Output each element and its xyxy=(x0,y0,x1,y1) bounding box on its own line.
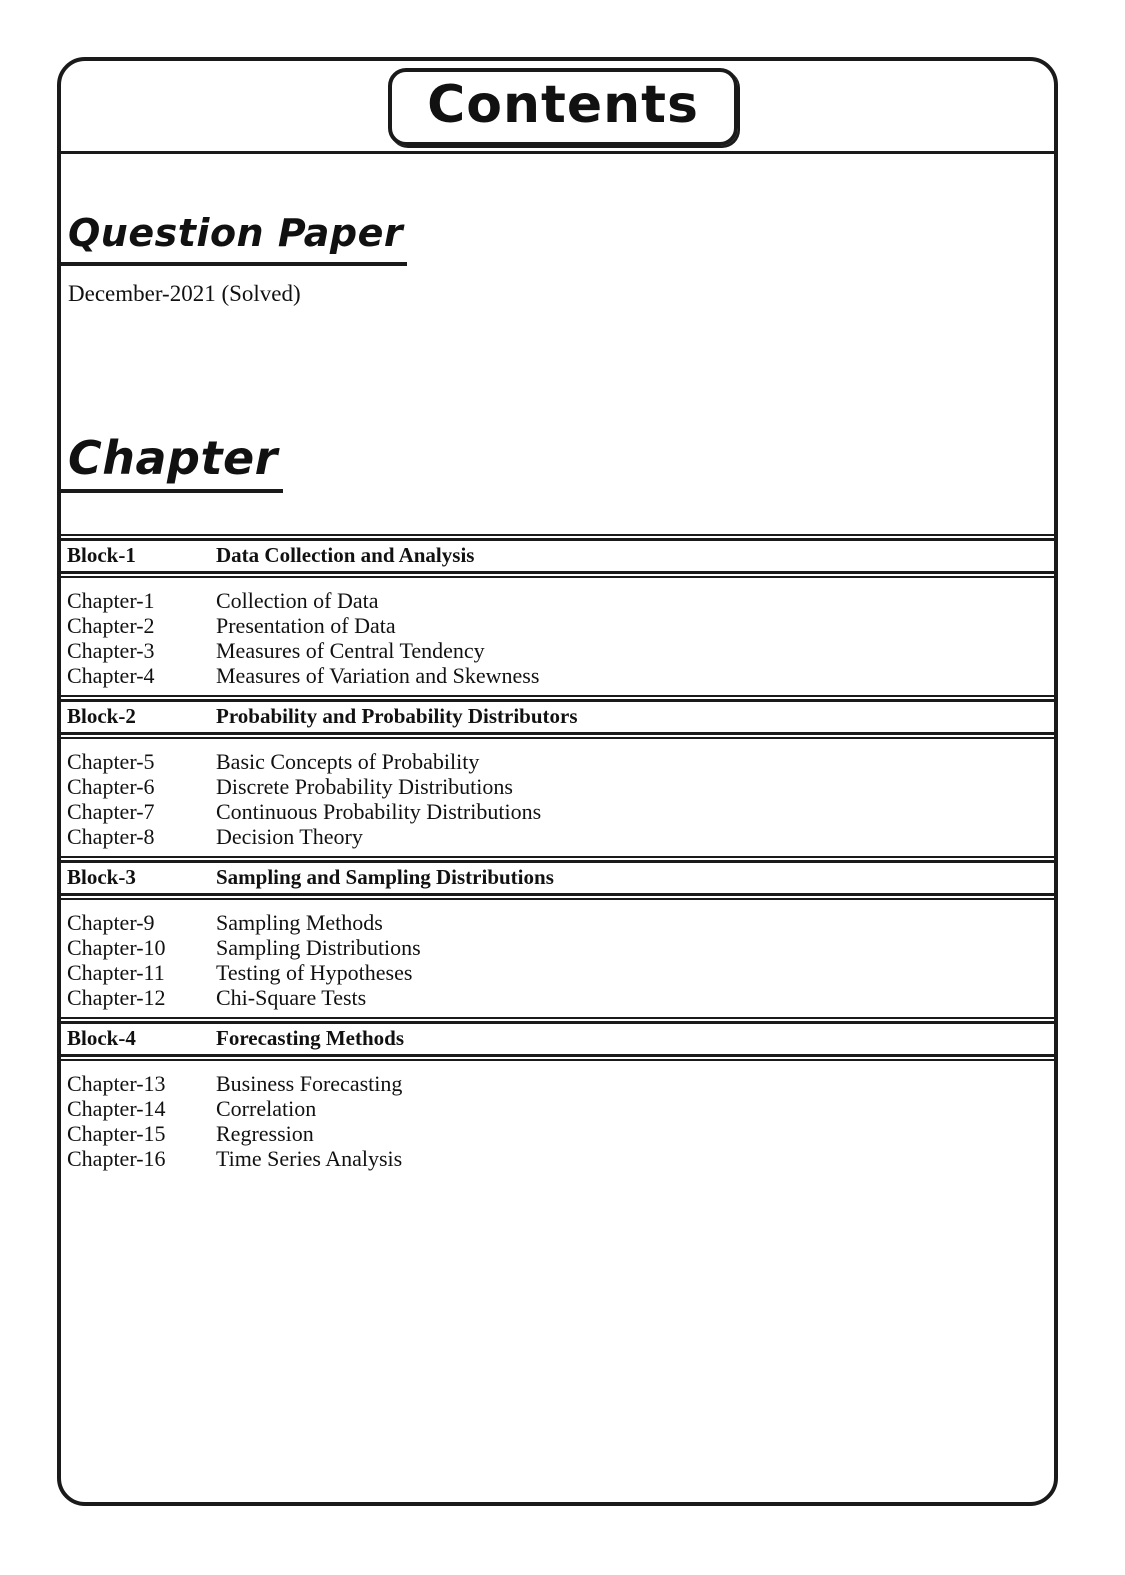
chapter-number: Chapter-7 xyxy=(67,799,155,824)
chapter-title[interactable]: Correlation xyxy=(216,1096,317,1121)
chapter-title[interactable]: Sampling Distributions xyxy=(216,935,421,960)
chapter-row[interactable] xyxy=(61,1096,1054,1121)
chapter-number: Chapter-9 xyxy=(67,910,155,935)
chapter-row[interactable] xyxy=(61,774,1054,799)
chapter-number: Chapter-14 xyxy=(67,1096,166,1121)
contents-frame xyxy=(57,57,1058,1506)
chapter-row[interactable] xyxy=(61,1146,1054,1171)
chapter-row[interactable] xyxy=(61,960,1054,985)
chapter-title[interactable]: Continuous Probability Distributions xyxy=(216,799,542,824)
table-of-contents xyxy=(61,535,1054,1179)
block-1 xyxy=(61,538,1054,696)
chapter-title[interactable]: Basic Concepts of Probability xyxy=(216,749,480,774)
chapter-list xyxy=(61,1057,1054,1179)
block-label: Block-3 xyxy=(67,865,136,889)
chapter-title[interactable]: Sampling Methods xyxy=(216,910,383,935)
chapter-number: Chapter-3 xyxy=(67,638,155,663)
block-title[interactable]: Data Collection and Analysis xyxy=(216,543,475,567)
chapter-row[interactable] xyxy=(61,935,1054,960)
chapter-heading: Chapter xyxy=(68,431,278,485)
chapter-row[interactable] xyxy=(61,749,1054,774)
block-3 xyxy=(61,860,1054,1018)
chapter-row[interactable] xyxy=(61,1121,1054,1146)
chapter-list xyxy=(61,574,1054,696)
chapter-title[interactable]: Measures of Variation and Skewness xyxy=(216,663,540,688)
chapter-number: Chapter-8 xyxy=(67,824,155,849)
chapter-title[interactable]: Time Series Analysis xyxy=(216,1146,403,1171)
chapter-number: Chapter-13 xyxy=(67,1071,166,1096)
chapter-list xyxy=(61,896,1054,1018)
chapter-number: Chapter-6 xyxy=(67,774,155,799)
chapter-row[interactable] xyxy=(61,1071,1054,1096)
chapter-title[interactable]: Measures of Central Tendency xyxy=(216,638,485,663)
block-header xyxy=(61,538,1054,574)
chapter-row[interactable] xyxy=(61,985,1054,1010)
chapter-number: Chapter-2 xyxy=(67,613,155,638)
question-paper-underline xyxy=(61,262,407,266)
chapter-row[interactable] xyxy=(61,613,1054,638)
block-header xyxy=(61,699,1054,735)
chapter-number: Chapter-10 xyxy=(67,935,166,960)
page-title: Contents xyxy=(388,68,738,146)
question-paper-entry[interactable]: December-2021 (Solved) xyxy=(68,281,301,306)
chapter-number: Chapter-1 xyxy=(67,588,155,613)
header-divider xyxy=(61,151,1054,154)
chapter-number: Chapter-15 xyxy=(67,1121,166,1146)
chapter-row[interactable] xyxy=(61,799,1054,824)
chapter-title[interactable]: Business Forecasting xyxy=(216,1071,403,1096)
chapter-title[interactable]: Decision Theory xyxy=(216,824,363,849)
chapter-title[interactable]: Collection of Data xyxy=(216,588,379,613)
chapter-title[interactable]: Regression xyxy=(216,1121,314,1146)
chapter-row[interactable] xyxy=(61,588,1054,613)
chapter-number: Chapter-16 xyxy=(67,1146,166,1171)
block-title[interactable]: Sampling and Sampling Distributions xyxy=(216,865,554,889)
chapter-list xyxy=(61,735,1054,857)
block-header xyxy=(61,1021,1054,1057)
block-header xyxy=(61,860,1054,896)
chapter-row[interactable] xyxy=(61,663,1054,688)
block-title[interactable]: Forecasting Methods xyxy=(216,1026,405,1050)
chapter-underline xyxy=(61,489,283,493)
block-label: Block-1 xyxy=(67,543,136,567)
question-paper-heading: Question Paper xyxy=(68,211,404,255)
chapter-title[interactable]: Discrete Probability Distributions xyxy=(216,774,513,799)
block-2 xyxy=(61,699,1054,857)
block-4 xyxy=(61,1021,1054,1179)
chapter-number: Chapter-12 xyxy=(67,985,166,1010)
chapter-title[interactable]: Testing of Hypotheses xyxy=(216,960,413,985)
block-label: Block-2 xyxy=(67,704,136,728)
chapter-row[interactable] xyxy=(61,824,1054,849)
block-title[interactable]: Probability and Probability Distributors xyxy=(216,704,578,728)
chapter-number: Chapter-11 xyxy=(67,960,165,985)
chapter-row[interactable] xyxy=(61,638,1054,663)
chapter-title[interactable]: Presentation of Data xyxy=(216,613,396,638)
block-label: Block-4 xyxy=(67,1026,136,1050)
chapter-row[interactable] xyxy=(61,910,1054,935)
chapter-number: Chapter-4 xyxy=(67,663,155,688)
chapter-title[interactable]: Chi-Square Tests xyxy=(216,985,367,1010)
chapter-number: Chapter-5 xyxy=(67,749,155,774)
